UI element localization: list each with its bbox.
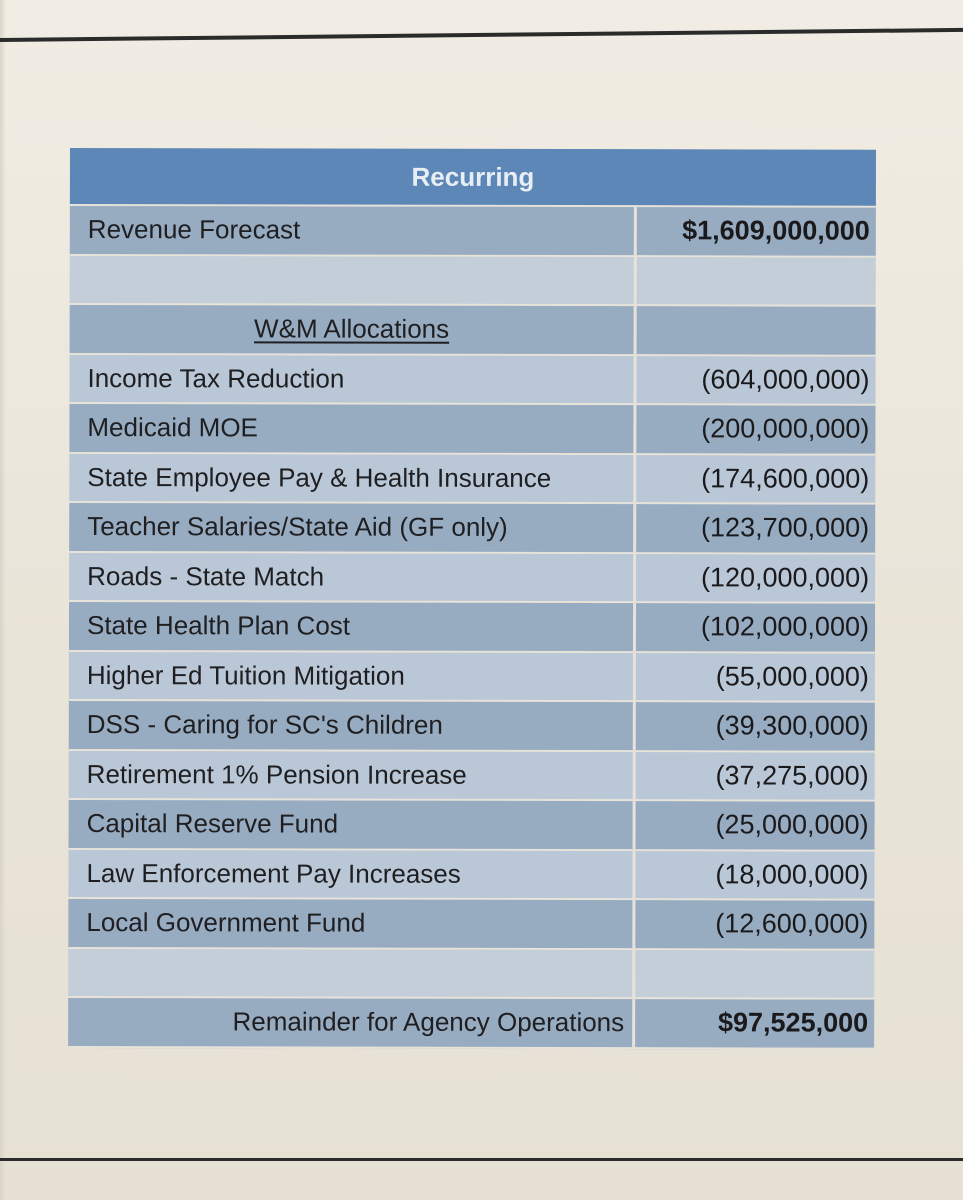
allocation-value: (18,000,000) [715,859,869,890]
allocation-value: (123,700,000) [701,512,870,543]
allocation-row [69,503,875,554]
allocation-row [69,651,875,702]
revenue-forecast-value: $1,609,000,000 [682,215,870,246]
allocation-row [69,800,875,851]
allocation-label: Income Tax Reduction [69,354,636,403]
section-heading [70,305,637,354]
page-edge-shadow [0,0,6,1200]
allocation-row [69,602,875,653]
allocation-value: (25,000,000) [715,809,869,840]
section-heading-row [70,305,876,356]
table-header: Recurring [70,148,876,208]
allocation-value: (102,000,000) [700,611,870,642]
allocation-label: Retirement 1% Pension Increase [69,750,636,799]
allocation-row [69,750,875,801]
allocation-value: (120,000,000) [700,562,870,593]
allocation-label: Roads - State Match [69,552,636,601]
allocation-label: Law Enforcement Pay Increases [68,849,635,898]
allocation-row [69,701,875,752]
revenue-forecast-label: Revenue Forecast [70,206,637,255]
remainder-label: Remainder for Agency Operations [68,998,635,1047]
budget-table [68,148,876,1049]
allocation-row [69,552,875,603]
allocation-label: State Health Plan Cost [69,602,636,651]
allocation-label: DSS - Caring for SC's Children [69,701,636,750]
revenue-forecast-row [70,206,876,257]
allocation-label: Teacher Salaries/State Aid (GF only) [69,503,636,552]
section-heading-text: W&M Allocations [254,313,450,345]
allocation-label: Higher Ed Tuition Mitigation [69,651,636,700]
remainder-value: $97,525,000 [717,1007,869,1038]
allocation-label: State Employee Pay & Health Insurance [69,453,636,502]
allocation-rows [68,354,875,950]
allocation-row [69,453,875,504]
allocation-label: Capital Reserve Fund [69,800,636,849]
allocation-value: (200,000,000) [701,413,870,444]
allocation-row [69,354,875,405]
allocation-label: Local Government Fund [68,899,635,948]
spacer-row [70,255,876,306]
remainder-row [68,998,874,1049]
allocation-value: (55,000,000) [715,661,869,692]
allocation-row [69,404,875,455]
allocation-value: (37,275,000) [715,760,869,791]
spacer-row [68,948,874,999]
allocation-value: (12,600,000) [715,908,869,939]
allocation-value: (39,300,000) [715,710,869,741]
bottom-rule [0,1158,963,1161]
allocation-label: Medicaid MOE [69,404,636,453]
allocation-value: (604,000,000) [701,364,870,395]
allocation-row [68,849,874,900]
allocation-row [68,899,874,950]
allocation-value: (174,600,000) [701,463,870,494]
